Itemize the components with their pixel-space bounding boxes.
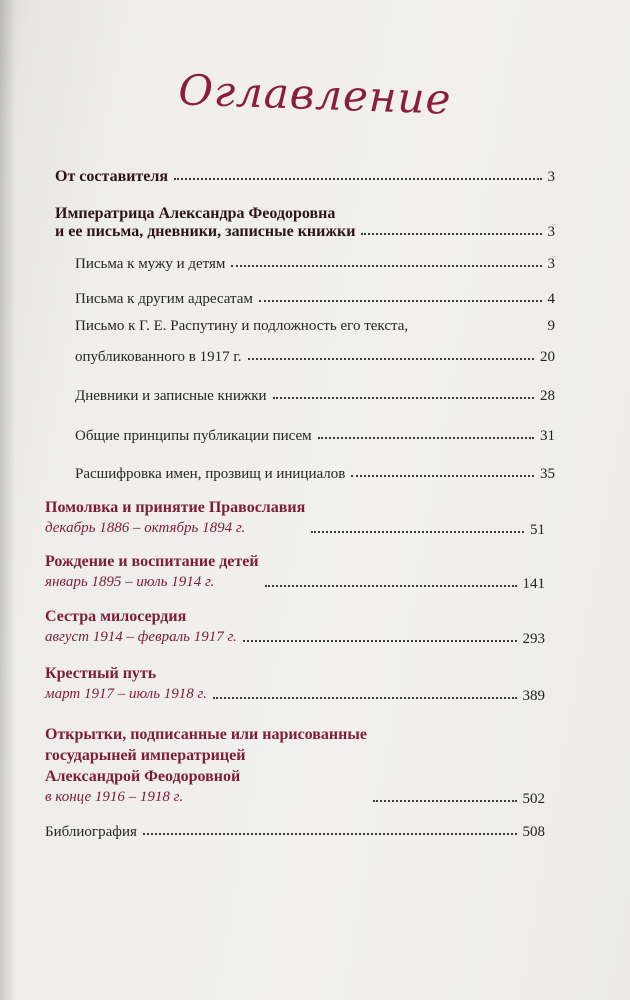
toc-entry-empress[interactable] bbox=[55, 205, 555, 241]
toc-entry-label: Общие принципы публикации писем bbox=[75, 428, 312, 444]
toc-leader bbox=[361, 232, 541, 235]
toc-section-dates: январь 1895 – июль 1914 г. bbox=[45, 574, 215, 590]
toc-leader bbox=[248, 357, 534, 360]
toc-page-number: 31 bbox=[540, 428, 555, 444]
toc-entry-decoding[interactable] bbox=[75, 466, 555, 483]
toc-section-dates: в конце 1916 – 1918 г. bbox=[45, 789, 184, 805]
toc-page-number: 3 bbox=[547, 256, 555, 272]
toc-page-number: 51 bbox=[530, 522, 545, 538]
toc-entry-label: От составителя bbox=[55, 168, 169, 185]
toc-page-number: 4 bbox=[547, 291, 555, 307]
toc-entry-label: Дневники и записные книжки bbox=[75, 388, 267, 404]
toc-entry-children[interactable] bbox=[45, 551, 545, 593]
toc-entry-label: Письма к мужу и детям bbox=[75, 256, 226, 272]
toc-entry-published-1917[interactable] bbox=[75, 349, 555, 366]
toc-entry-label: и ее письма, дневники, записные книжки bbox=[55, 223, 356, 240]
toc-page-number: 389 bbox=[522, 688, 545, 704]
toc-section-title: государыней императрицей bbox=[45, 747, 246, 764]
toc-page-number: 20 bbox=[540, 349, 555, 365]
toc-leader bbox=[243, 639, 517, 642]
toc-entry-nurse[interactable] bbox=[45, 606, 545, 648]
toc-entry-way-of-cross[interactable] bbox=[45, 663, 545, 705]
toc-entry-diaries[interactable] bbox=[75, 388, 555, 405]
toc-section-title: Рождение и воспитание детей bbox=[45, 553, 259, 570]
page-title: Оглавление bbox=[177, 65, 453, 124]
toc-leader bbox=[373, 799, 517, 802]
toc-leader bbox=[259, 299, 542, 302]
toc-entry-label: Письмо к Г. Е. Распутину и подложность его текста, bbox=[75, 318, 409, 334]
toc-entry-from-compiler[interactable] bbox=[55, 168, 555, 186]
toc-leader bbox=[143, 832, 517, 835]
toc-page-number: 3 bbox=[547, 224, 555, 240]
toc-entry-label: опубликованного в 1917 г. bbox=[75, 349, 242, 365]
toc-page-number: 35 bbox=[540, 466, 555, 482]
toc-page-number: 502 bbox=[522, 791, 545, 807]
toc-leader bbox=[231, 264, 541, 267]
toc-entry-engagement[interactable] bbox=[45, 497, 545, 539]
toc-page-number: 28 bbox=[540, 388, 555, 404]
toc-page-number: 293 bbox=[522, 631, 545, 647]
toc-entry-label: Расшифровка имен, прозвищ и инициалов bbox=[75, 466, 346, 482]
toc-entry-principles[interactable] bbox=[75, 428, 555, 445]
toc-page-number: 3 bbox=[547, 169, 555, 185]
toc-entry-letters-others[interactable] bbox=[75, 291, 555, 308]
toc-section-dates: декабрь 1886 – октябрь 1894 г. bbox=[45, 520, 246, 536]
toc-page-number: 141 bbox=[522, 576, 545, 592]
toc-leader bbox=[174, 177, 541, 180]
toc-entry-bibliography[interactable] bbox=[45, 824, 545, 841]
toc-entry-label: Письма к другим адресатам bbox=[75, 291, 253, 307]
toc-leader bbox=[351, 474, 534, 477]
toc-page-number: 9 bbox=[547, 318, 555, 334]
toc-section-dates: август 1914 – февраль 1917 г. bbox=[45, 629, 237, 645]
toc-section-title: Помолвка и принятие Православия bbox=[45, 499, 306, 516]
toc-section-title: Открытки, подписанные или нарисованные bbox=[45, 726, 367, 743]
toc-leader bbox=[311, 530, 524, 533]
toc-page-number: 508 bbox=[522, 824, 545, 840]
toc-leader bbox=[273, 396, 534, 399]
toc-entry-letters-husband[interactable] bbox=[75, 256, 555, 273]
toc-section-dates: март 1917 – июль 1918 г. bbox=[45, 686, 207, 702]
toc-leader bbox=[265, 584, 517, 587]
toc-leader bbox=[213, 696, 517, 699]
toc-entry-postcards[interactable] bbox=[45, 724, 545, 808]
toc-section-title: Сестра милосердия bbox=[45, 608, 187, 625]
toc-leader bbox=[318, 436, 534, 439]
toc-section-title: Александрой Феодоровной bbox=[45, 768, 241, 785]
toc-entry-label: Библиография bbox=[45, 824, 137, 840]
toc-entry-rasputin-letter[interactable] bbox=[75, 318, 555, 335]
toc-section-title: Крестный путь bbox=[45, 665, 157, 682]
toc-entry-label: Императрица Александра Феодоровна bbox=[55, 205, 336, 222]
